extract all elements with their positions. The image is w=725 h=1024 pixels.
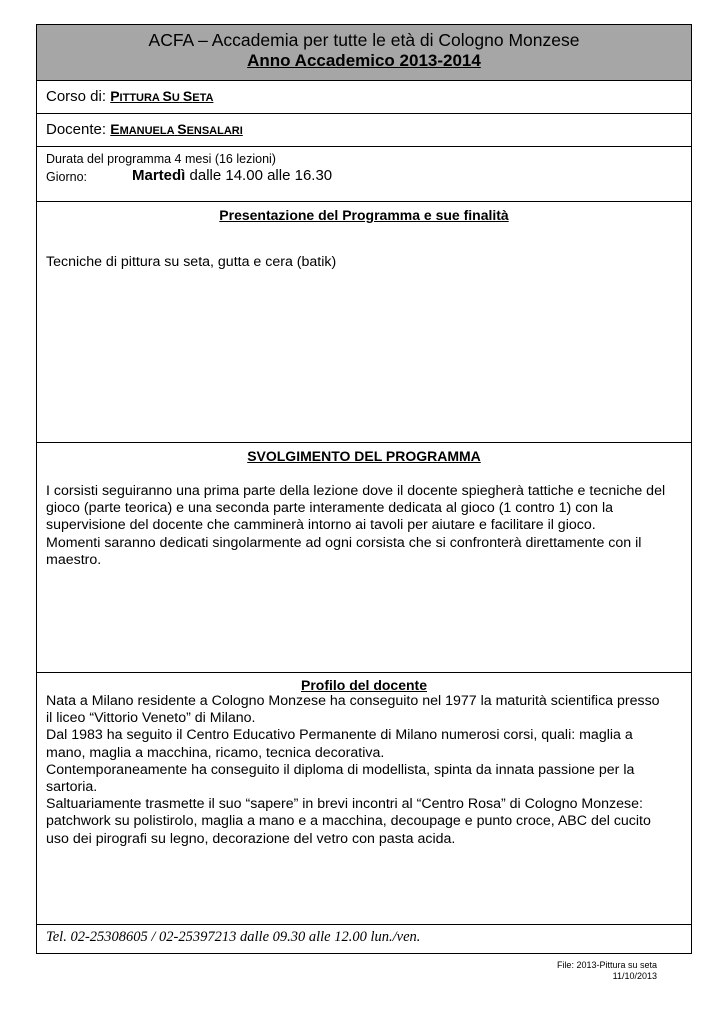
course-name: PITTURA SU SETA (110, 88, 214, 104)
program-section (37, 443, 691, 673)
profile-title: Profilo del docente (300, 677, 427, 693)
text-line: Dal 1983 ha seguito il Centro Educativo Permanente di Milano numerosi corsi, quali: maglia a (46, 727, 633, 744)
text-line: mano, maglia a macchina, ricamo, tecnica decorativa. (46, 744, 385, 761)
page-title: ACFA – Accademia per tutte le età di Cologno Monzese (148, 30, 580, 50)
text-line: supervisione del docente che camminerà intorno ai tavoli per aiutare e facilitare il gioco. (46, 517, 596, 534)
day-value (132, 167, 332, 184)
text-line: maestro. (46, 551, 102, 568)
teacher-label: Docente: (46, 121, 107, 138)
academic-year: Anno Accademico 2013-2014 (247, 51, 481, 70)
presentation-body: Tecniche di pittura su seta, gutta e cera (batik) (46, 254, 337, 270)
day-label: Giorno: (46, 170, 87, 184)
text-line: il liceo “Vittorio Veneto” di Milano. (46, 710, 256, 727)
text-line: sartoria. (46, 779, 98, 796)
file-name: File: 2013-Pittura su seta (556, 960, 657, 970)
profile-body (46, 693, 681, 848)
teacher-profile-section (37, 673, 691, 925)
day-name: Martedì (132, 167, 186, 184)
text-line: patchwork su polistirolo, maglia a mano e a macchina, decoupage e punto croce, ABC del cucito (46, 813, 651, 830)
course-sheet (36, 24, 692, 954)
course-row (37, 81, 691, 114)
text-line: gioco (parte teorica) e una seconda parte interamente dedicata al gioco (1 contro 1) con la (46, 500, 614, 517)
text-line: Nata a Milano residente a Cologno Monzese ha conseguito nel 1977 la maturità scientifica presso (46, 693, 660, 709)
teacher-name: EMANUELA SENSALARI (110, 121, 243, 137)
text-line: Momenti saranno dedicati singolarmente ad ogni corsista che si confronterà direttamente con il (46, 534, 642, 551)
teacher-row (37, 114, 691, 147)
text-line: Contemporaneamente ha conseguito il diploma di modellista, spinta da innata passione per la (46, 761, 635, 778)
text-line: I corsisti seguiranno una prima parte della lezione dove il docente spiegherà tattiche e tecniche del (46, 483, 666, 499)
program-title: SVOLGIMENTO DEL PROGRAMMA (247, 448, 481, 464)
file-date: 11/10/2013 (612, 971, 657, 981)
contact-row (37, 925, 691, 953)
course-label: Corso di: (46, 88, 107, 105)
contact-phone: Tel. 02-25308605 / 02-25397213 dalle 09.30 alle 12.00 lun./ven. (46, 929, 421, 945)
presentation-section (37, 202, 691, 443)
header-band (37, 25, 691, 81)
program-body (46, 483, 681, 569)
text-line: uso dei pirografi su legno, decorazione del vetro con pasta acida. (46, 830, 456, 847)
text-line: Saltuariamente trasmette il suo “sapere” in brevi incontri al “Centro Rosa” di Cologno Monzese: (46, 796, 643, 813)
day-time: dalle 14.00 alle 16.30 (189, 167, 333, 184)
duration-text: Durata del programma 4 mesi (16 lezioni) (46, 152, 276, 166)
presentation-title: Presentazione del Programma e sue finalità (219, 207, 509, 223)
file-footer (557, 960, 657, 982)
schedule-row (37, 147, 691, 202)
